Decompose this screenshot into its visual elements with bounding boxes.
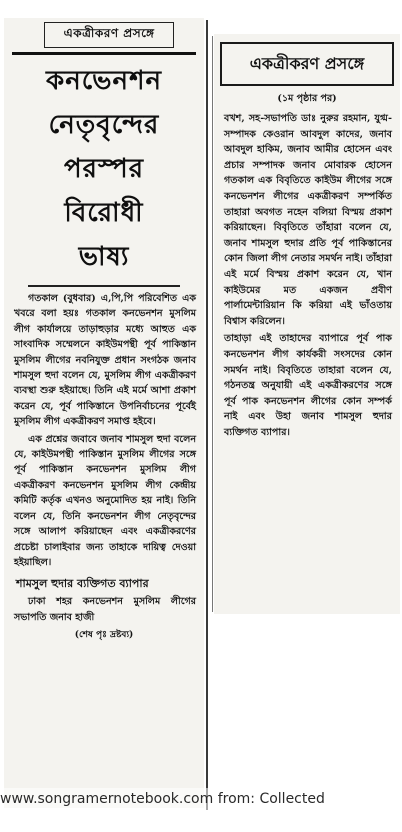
left-paragraph: গতকাল (বুধবার) এ,পি,পি পরিবেশিত এক খবরে বলা হয়ঃ গতকাল কনভেনশন মুসলিম লীগ কার্যালয়ে তাড়াহুড়ার মধ্যে আহুত এক সাংবাদিক সম্মেলনে কাইউমপন্থী পূর্ব পাকিস্তান মুসলিম লীগের নবনিযুক্ত প্রধান সংগঠক জনাব শামসুল হুদা বলেন যে, মুসলিম লীগ একত্রীকরণ ব্যবস্থা শুরু হইয়াছে। তিনি এই মর্মে আশা প্রকাশ করেন যে, পূর্ব পাকিস্তানে উপনির্বাচনের পূর্বেই মুসলিম লীগ একত্রীকরণ সমাপ্ত হইবে। (14, 293, 196, 428)
left-article-body (4, 291, 204, 570)
left-article-clipping (4, 18, 204, 808)
right-article-body (214, 111, 400, 440)
right-paragraph: বখশ, সহ-সভাপতি ডাঃ নুরুর রহমান, যুগ্ম-সম্পাদক কেওরান আবদুল কাদের, জনাব আবদুল হাকিম, জনাব আমীর হোসেন এবং প্রচার সম্পাদক জনাব মোবারক হোসেন গতকাল এক বিবৃতিতে কাইউম লীগের সঙ্গে কনভেনশন লীগের একত্রীকরণ সম্পর্কিত তাহারা অবগত নহেন বলিয়া বিস্ময় প্রকাশ করিয়াছেন। বিবৃতিতে তাঁহারা বলেন যে, জনাব শামসুল হুদার প্রতি পূর্ব পাকিস্তানের কোন জিলা লীগ নেতার সমর্থন নাই। তাঁহারা এই মর্মে বিস্ময় প্রকাশ করেন যে, খান কাইউমের মত একজন প্রবীণ পার্লামেন্টারিয়ান কি করিয়া এই ভাঁওতায় বিশ্বাস করিলেন। (224, 113, 392, 327)
headline-line: ভাষ্য (78, 242, 130, 272)
left-continued-note: (শেষ পৃঃ দ্রষ্টব্য) (74, 630, 134, 641)
right-paragraph: তাহাড়া এই তাহাদের ব্যাপারে পূর্ব পাক কনভেনশন লীগ কার্যকরী সংসদের কোন সমর্থন নাই। বিবৃতিতে তাহারা বলেন যে, গঠনতন্ত্র অনুযায়ী এই একত্রীকরণের সঙ্গে পূর্ব পাক কনভেনশন লীগের কোন সম্পর্ক নাই এবং উহা জনাব শামসুল হুদার ব্যক্তিগত ব্যাপার। (224, 333, 392, 438)
left-kicker: একত্রীকরণ প্রসঙ্গে (44, 22, 174, 48)
headline-line: পরস্পর (63, 154, 145, 184)
left-tail-paragraph: ঢাকা শহর কনভেনশন মুসলিম লীগের সভাপতি জনাব হাজী (14, 596, 196, 623)
left-headline (4, 59, 204, 279)
right-clip-edge (212, 36, 213, 612)
left-paragraph: এক প্রশ্নের জবাবে জনাব শামসুল হুদা বলেন যে, কাইউমপন্থী পাকিস্তান মুসলিম লীগের সঙ্গে পূর্ব পাকিস্তান কনভেনশন মুসলিম লীগ একত্রীকরণ কনভেনশন মুসলিম লীগ কেন্দ্রীয় কমিটি কর্তৃক এখনও অনুমোদিত হয় নাই। তিনি বলেন যে, তিনি কনভেনশন লীগ নেতৃবৃন্দের সঙ্গে আলাপ করিয়াছেন এবং একত্রীকরণের প্রচেষ্টা চালাইবার জন্য তাহাকে দায়িত্ব দেওয়া হইয়াছিল। (14, 433, 196, 568)
left-article-tail (4, 594, 204, 625)
left-top-rule (12, 52, 196, 55)
right-header-text: একত্রীকরণ প্রসঙ্গে (249, 53, 365, 73)
right-continued-note: (১ম পৃষ্ঠার পর) (277, 93, 337, 104)
left-subhead: শামসুল হুদার ব্যক্তিগত ব্যাপার (16, 577, 149, 591)
right-article-clipping (214, 34, 400, 614)
right-header-box (220, 42, 394, 86)
headline-line: বিরোধী (64, 198, 144, 228)
left-headline-rule (28, 285, 180, 287)
headline-line: নেতৃবৃন্দের (48, 110, 160, 140)
headline-line: কনভেনশন (46, 66, 162, 96)
column-divider (206, 20, 208, 810)
source-watermark: www.songramernotebook.com from: Collected (0, 788, 402, 810)
